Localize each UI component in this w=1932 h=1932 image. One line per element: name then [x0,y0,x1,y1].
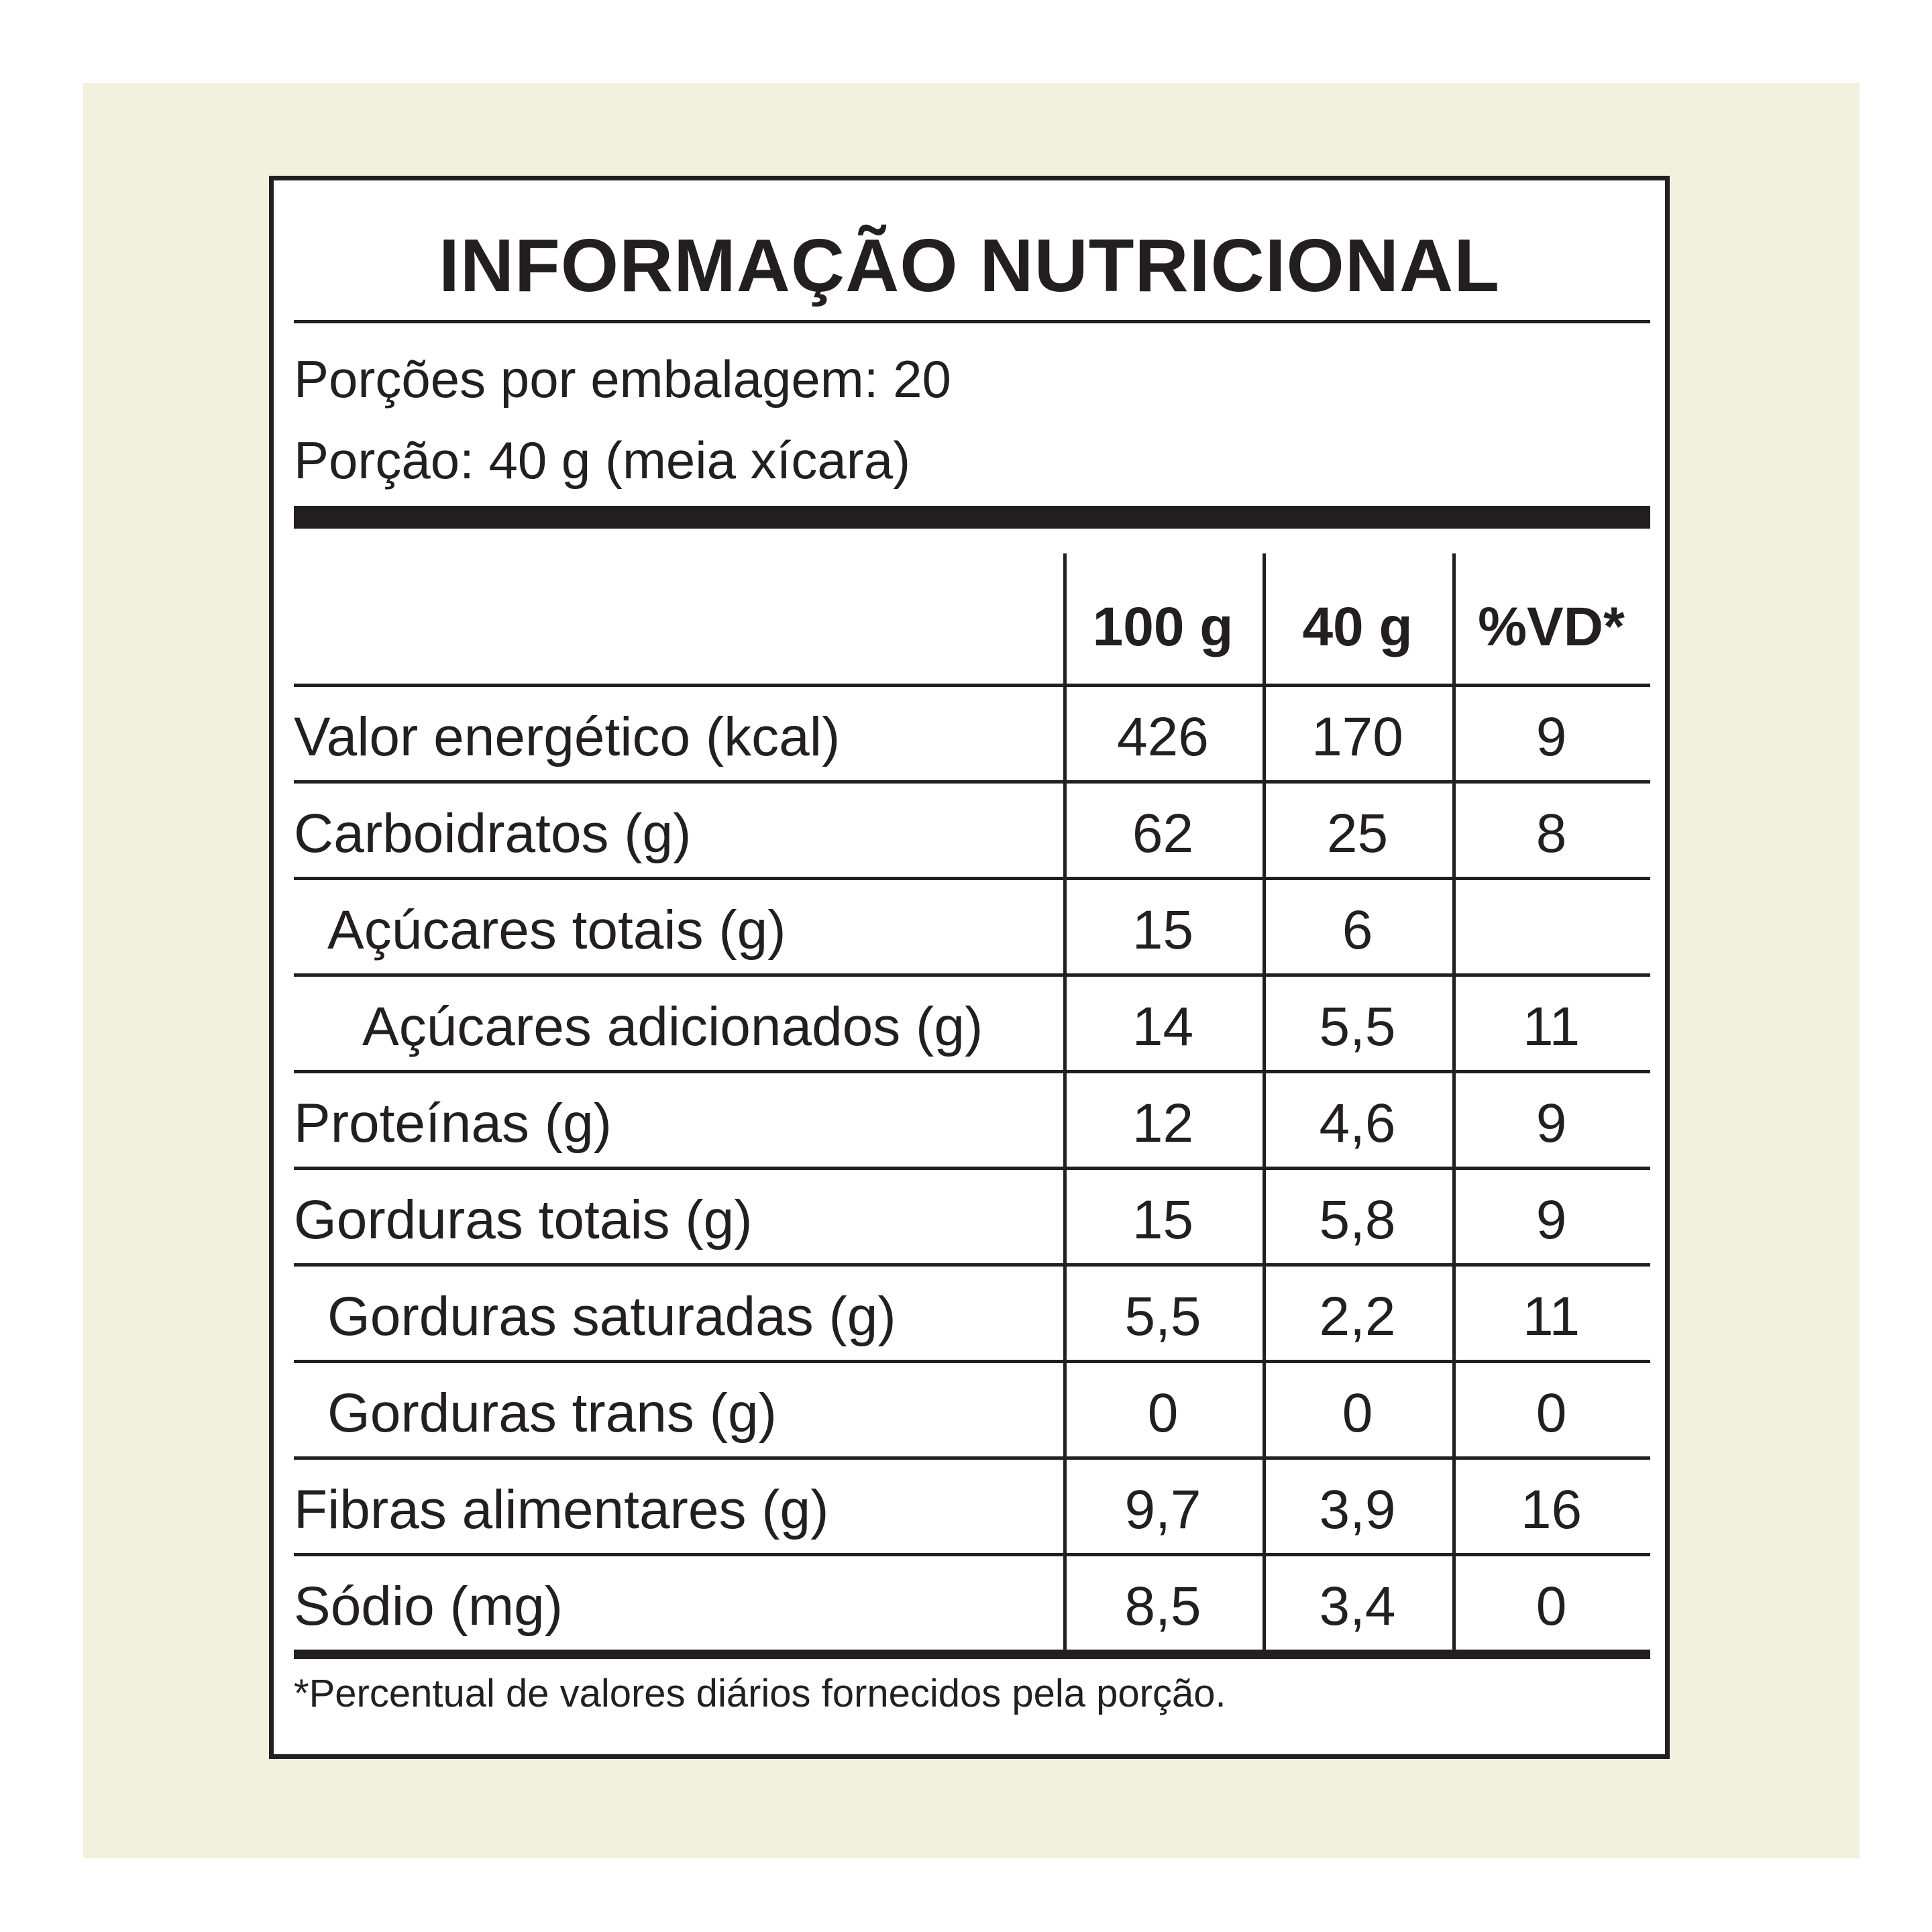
table-row [294,1167,1650,1263]
value-per-portion: 2,2 [1319,1286,1396,1347]
nutrient-name: Carboidratos (g) [294,803,692,864]
value-daily-percent: 9 [1536,1093,1567,1154]
nutrition-label [269,176,1670,1759]
value-daily-percent: 16 [1520,1479,1582,1540]
value-per-100g: 15 [1132,1189,1194,1250]
nutrient-name: Gorduras saturadas (g) [327,1286,896,1347]
value-daily-percent: 8 [1536,803,1567,864]
table-row [294,1070,1650,1167]
value-per-portion: 25 [1326,803,1389,864]
nutrient-name: Açúcares totais (g) [327,900,786,961]
table-row [294,780,1650,877]
value-per-portion: 3,4 [1319,1576,1396,1637]
nutrient-table [294,684,1650,1650]
value-per-100g: 426 [1117,706,1209,767]
label-title: INFORMAÇÃO NUTRICIONAL [438,224,1501,307]
value-per-100g: 12 [1132,1093,1194,1154]
title-divider [294,320,1650,323]
value-daily-percent: 0 [1536,1576,1567,1637]
value-daily-percent: 0 [1536,1383,1567,1444]
value-daily-percent: 9 [1536,706,1567,767]
value-daily-percent: 11 [1522,1286,1580,1347]
nutrient-name: Gorduras trans (g) [327,1383,777,1444]
value-per-100g: 0 [1147,1383,1179,1444]
table-row [294,1263,1650,1360]
value-per-100g: 15 [1132,900,1194,961]
table-row [294,877,1650,973]
servings-per-package: Porções por embalagem: 20 [294,350,951,409]
value-per-portion: 3,9 [1319,1479,1396,1540]
value-per-100g: 8,5 [1124,1576,1201,1637]
value-per-100g: 5,5 [1124,1286,1201,1347]
value-per-100g: 9,7 [1124,1479,1201,1540]
value-per-portion: 6 [1342,900,1373,961]
nutrient-name: Valor energético (kcal) [294,706,841,767]
value-per-portion: 5,5 [1319,996,1396,1057]
value-per-portion: 5,8 [1319,1189,1396,1250]
value-daily-percent: 11 [1522,996,1580,1057]
column-header-100g: 100 g [1092,596,1234,657]
table-bottom-divider [294,1650,1650,1659]
footnote: *Percentual de valores diários fornecidos pela porção. [294,1672,1226,1715]
value-per-100g: 62 [1132,803,1194,864]
value-per-portion: 170 [1311,706,1403,767]
column-header-portion: 40 g [1302,596,1413,657]
nutrient-name: Fibras alimentares (g) [294,1479,829,1540]
serving-size: Porção: 40 g (meia xícara) [294,431,911,490]
nutrient-name: Gorduras totais (g) [294,1189,753,1250]
nutrient-name: Sódio (mg) [294,1576,564,1637]
value-per-100g: 14 [1132,996,1194,1057]
table-row [294,1456,1650,1553]
table-row [294,1553,1650,1650]
table-row [294,1360,1650,1456]
column-header-dv: %VD* [1478,596,1625,657]
nutrient-name: Açúcares adicionados (g) [362,996,983,1057]
value-per-portion: 4,6 [1319,1093,1396,1154]
nutrient-name: Proteínas (g) [294,1093,612,1154]
header-thick-divider [294,506,1650,529]
value-daily-percent: 9 [1536,1189,1567,1250]
value-per-portion: 0 [1342,1383,1373,1444]
table-row [294,684,1650,780]
table-row [294,973,1650,1070]
